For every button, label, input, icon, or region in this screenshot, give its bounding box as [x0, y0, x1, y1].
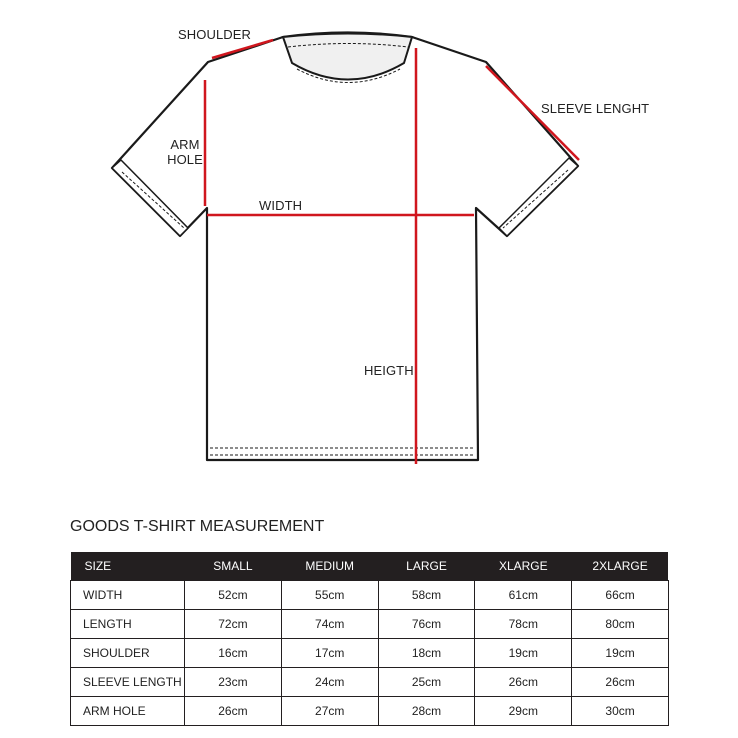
table-cell: 26cm [475, 668, 572, 697]
table-cell: 74cm [281, 610, 378, 639]
header-cell: SIZE [71, 552, 185, 581]
width-label: WIDTH [259, 198, 303, 213]
row-label-cell: SLEEVE LENGTH [71, 668, 185, 697]
table-cell: 72cm [185, 610, 282, 639]
size-table [70, 552, 669, 726]
table-cell: 55cm [281, 581, 378, 610]
row-label-cell: LENGTH [71, 610, 185, 639]
row-label-cell: WIDTH [71, 581, 185, 610]
table-row [71, 639, 669, 668]
table-row [71, 581, 669, 610]
row-label-cell: SHOULDER [71, 639, 185, 668]
table-header-row [71, 552, 669, 581]
row-label-cell: ARM HOLE [71, 697, 185, 726]
table-cell: 25cm [378, 668, 475, 697]
arm-hole-label-line1: ARM [170, 137, 200, 152]
arm-hole-label-line2: HOLE [167, 152, 203, 167]
table-title: GOODS T-SHIRT MEASUREMENT [70, 518, 325, 535]
table-cell: 29cm [475, 697, 572, 726]
table-cell: 52cm [185, 581, 282, 610]
table-cell: 76cm [378, 610, 475, 639]
height-label: HEIGTH [364, 363, 414, 378]
table-cell: 24cm [281, 668, 378, 697]
table-cell: 80cm [572, 610, 669, 639]
table-cell: 17cm [281, 639, 378, 668]
table-cell: 26cm [185, 697, 282, 726]
header-cell: SMALL [185, 552, 282, 581]
header-cell: LARGE [378, 552, 475, 581]
table-cell: 16cm [185, 639, 282, 668]
table-row [71, 610, 669, 639]
table-cell: 19cm [572, 639, 669, 668]
table-cell: 30cm [572, 697, 669, 726]
header-cell: MEDIUM [281, 552, 378, 581]
sleeve-length-label: SLEEVE LENGHT [541, 101, 650, 116]
table-cell: 78cm [475, 610, 572, 639]
shoulder-label: SHOULDER [178, 27, 252, 42]
table-cell: 61cm [475, 581, 572, 610]
tshirt-outline [112, 33, 578, 461]
table-cell: 19cm [475, 639, 572, 668]
table-cell: 18cm [378, 639, 475, 668]
table-cell: 66cm [572, 581, 669, 610]
header-cell: XLARGE [475, 552, 572, 581]
table-row [71, 697, 669, 726]
table-row [71, 668, 669, 697]
table-cell: 28cm [378, 697, 475, 726]
header-cell: 2XLARGE [572, 552, 669, 581]
table-cell: 23cm [185, 668, 282, 697]
arm-hole-label [163, 137, 207, 167]
table-cell: 58cm [378, 581, 475, 610]
table-cell: 27cm [281, 697, 378, 726]
table-cell: 26cm [572, 668, 669, 697]
